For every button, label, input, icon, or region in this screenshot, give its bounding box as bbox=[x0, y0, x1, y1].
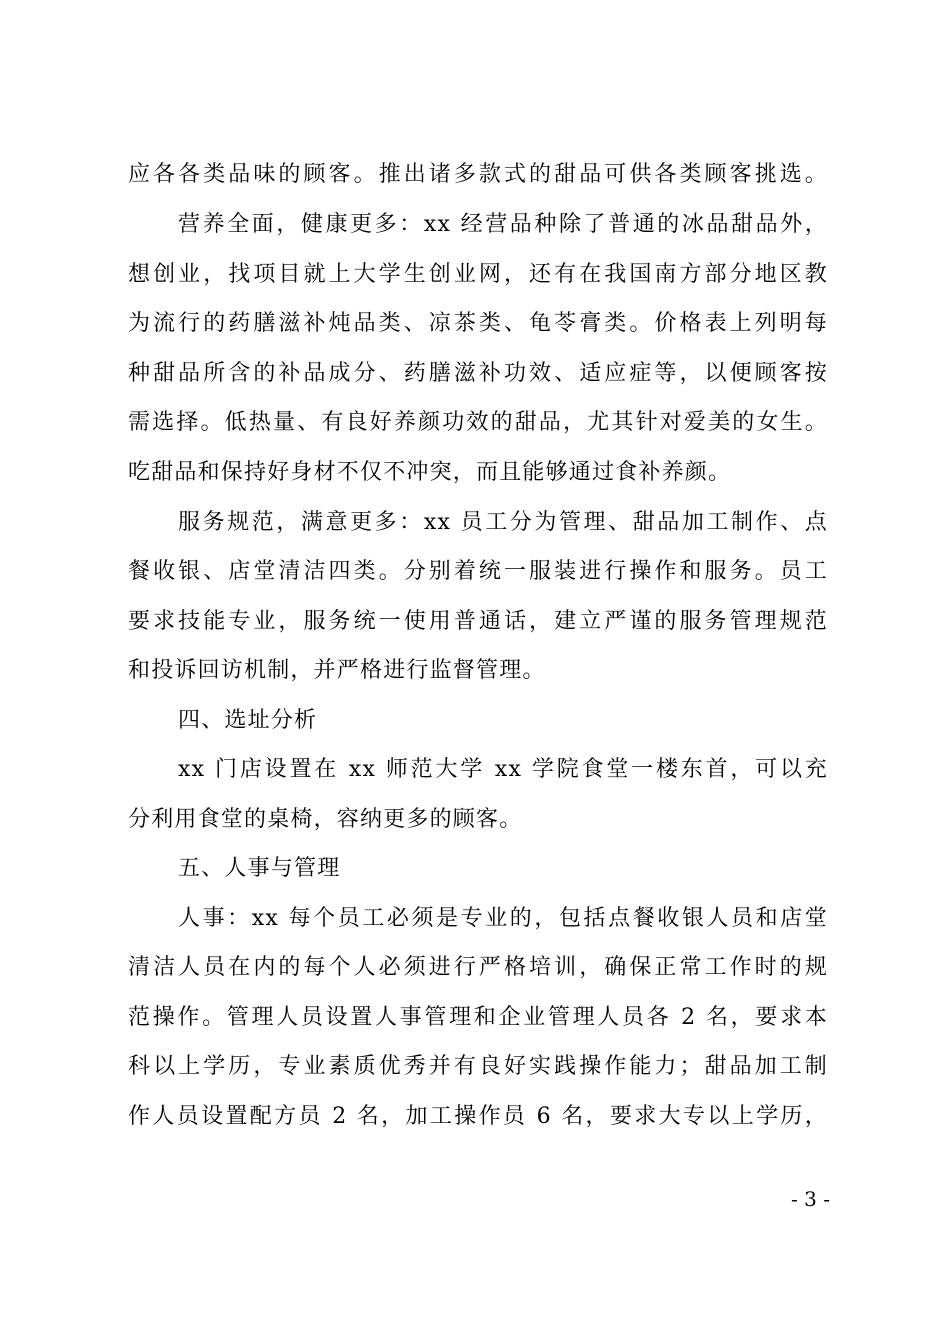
paragraph-line: 为流行的药膳滋补炖品类、凉茶类、龟苓膏类。价格表上列明每 bbox=[128, 311, 828, 336]
paragraph-line: 要求技能专业，服务统一使用普通话，建立严谨的服务管理规范 bbox=[128, 609, 828, 634]
paragraph-line: 需选择。低热量、有良好养颜功效的甜品，尤其针对爱美的女生。 bbox=[128, 410, 828, 435]
paragraph-line: 人事：xx 每个员工必须是专业的，包括点餐收银人员和店堂 bbox=[178, 906, 828, 931]
paragraph-line: 想创业，找项目就上大学生创业网，还有在我国南方部分地区教 bbox=[128, 262, 828, 287]
section-heading: 四、选址分析 bbox=[178, 708, 318, 733]
paragraph-line: 餐收银、店堂清洁四类。分别着统一服装进行操作和服务。员工 bbox=[128, 559, 828, 584]
page-number: - 3 - bbox=[791, 1187, 830, 1211]
paragraph-line: 吃甜品和保持好身材不仅不冲突，而且能够通过食补养颜。 bbox=[128, 460, 732, 485]
paragraph-line: 范操作。管理人员设置人事管理和企业管理人员各 2 名，要求本 bbox=[128, 1005, 828, 1030]
paragraph-line: 作人员设置配方员 2 名，加工操作员 6 名，要求大专以上学历， bbox=[128, 1104, 828, 1129]
paragraph-line: 营养全面，健康更多：xx 经营品种除了普通的冰品甜品外， bbox=[178, 212, 828, 237]
paragraph-line: 分利用食堂的桌椅，容纳更多的顾客。 bbox=[128, 807, 523, 832]
paragraph-line: 应各各类品味的顾客。推出诸多款式的甜品可供各类顾客挑选。 bbox=[128, 162, 828, 187]
paragraph-line: 和投诉回访机制，并严格进行监督管理。 bbox=[128, 658, 546, 683]
paragraph-line: 科以上学历，专业素质优秀并有良好实践操作能力；甜品加工制 bbox=[128, 1054, 828, 1079]
paragraph-line: 服务规范，满意更多：xx 员工分为管理、甜品加工制作、点 bbox=[178, 510, 828, 535]
section-heading: 五、人事与管理 bbox=[178, 856, 341, 881]
paragraph-line: xx 门店设置在 xx 师范大学 xx 学院食堂一楼东首，可以充 bbox=[178, 757, 828, 782]
paragraph-line: 种甜品所含的补品成分、药膳滋补功效、适应症等，以便顾客按 bbox=[128, 361, 828, 386]
paragraph-line: 清洁人员在内的每个人必须进行严格培训，确保正常工作时的规 bbox=[128, 955, 828, 980]
